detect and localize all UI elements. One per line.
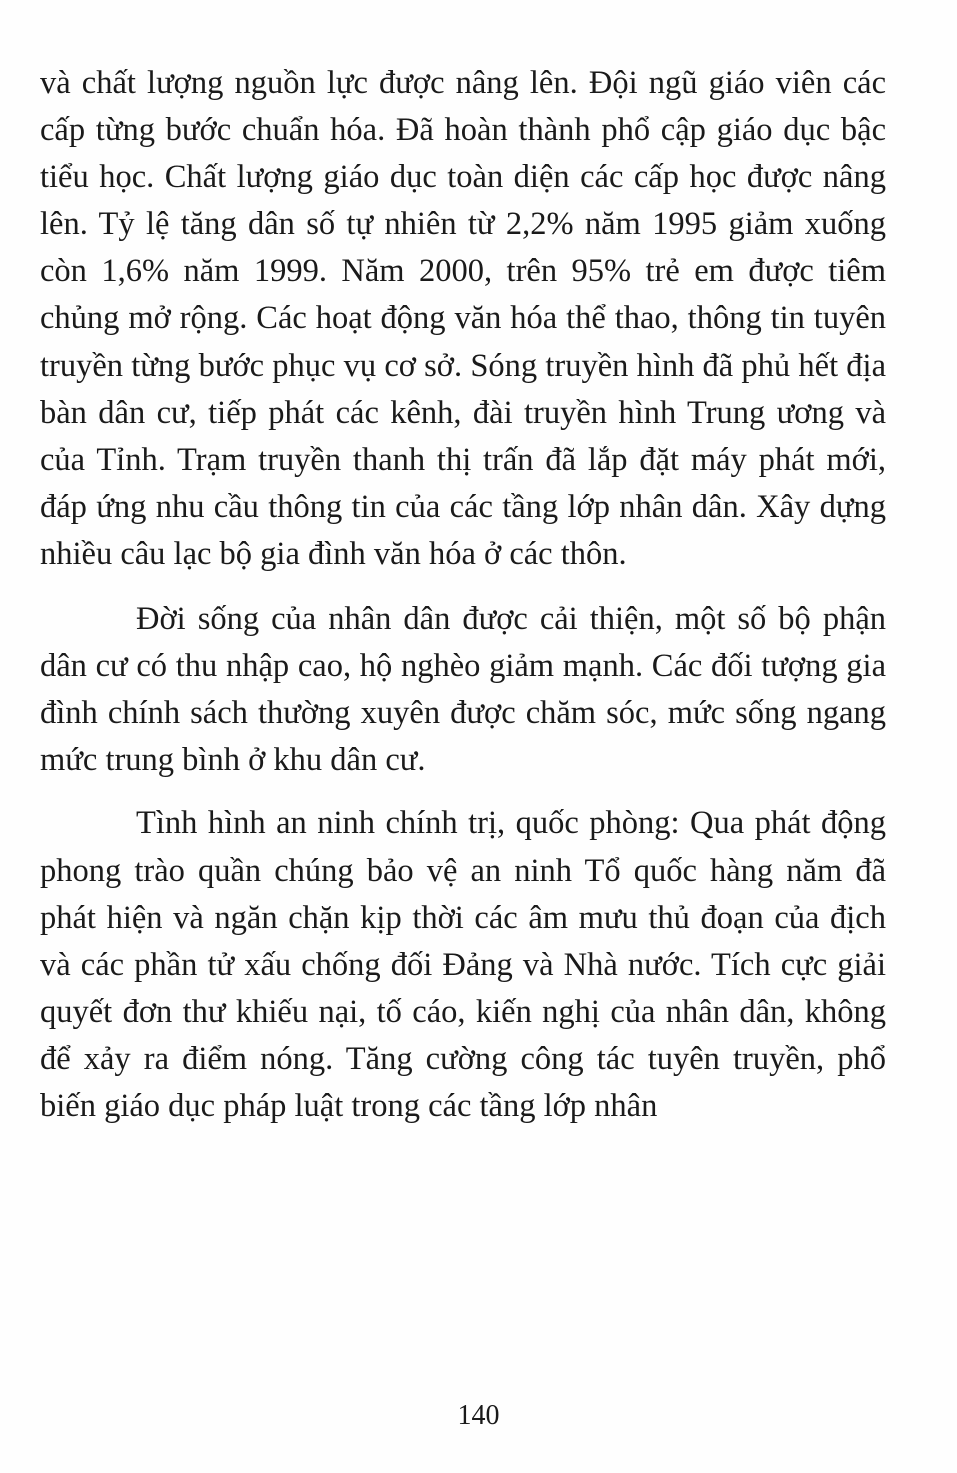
page-number: 140 — [457, 1400, 500, 1431]
page-body — [40, 60, 886, 1130]
paragraph-education-culture: và chất lượng nguồn lực được nâng lên. Đội ngũ giáo viên các cấp từng bước chuẩn hóa. Đã hoàn thành phổ cập giáo dục bậc tiểu học. Chất lượng giáo dục toàn diện các cấp học được nâng lên. Tỷ lệ tăng dân số tự nhiên từ 2,2% năm 1995 giảm xuống còn 1,6% năm 1999. Năm 2000, trên 95% trẻ em được tiêm chủng mở rộng. Các hoạt động văn hóa thể thao, thông tin tuyên truyền từng bước phục vụ cơ sở. Sóng truyền hình đã phủ hết địa bàn dân cư, tiếp phát các kênh, đài truyền hình Trung ương và của Tỉnh. Trạm truyền thanh thị trấn đã lắp đặt máy phát mới, đáp ứng nhu cầu thông tin của các tầng lớp nhân dân. Xây dựng nhiều câu lạc bộ gia đình văn hóa ở các thôn. — [40, 65, 886, 572]
paragraph-security-defense: Tình hình an ninh chính trị, quốc phòng: Qua phát động phong trào quần chúng bảo vệ an ninh Tổ quốc hàng năm đã phát hiện và ngăn chặn kịp thời các âm mưu thủ đoạn của địch và các phần tử xấu chống đối Đảng và Nhà nước. Tích cực giải quyết đơn thư khiếu nại, tố cáo, kiến nghị của nhân dân, không để xảy ra điểm nóng. Tăng cường công tác tuyên truyền, phổ biến giáo dục pháp luật trong các tầng lớp nhân — [40, 805, 886, 1124]
paragraph-living-standards: Đời sống của nhân dân được cải thiện, một số bộ phận dân cư có thu nhập cao, hộ nghèo giảm mạnh. Các đối tượng gia đình chính sách thường xuyên được chăm sóc, mức sống ngang mức trung bình ở khu dân cư. — [40, 601, 886, 779]
